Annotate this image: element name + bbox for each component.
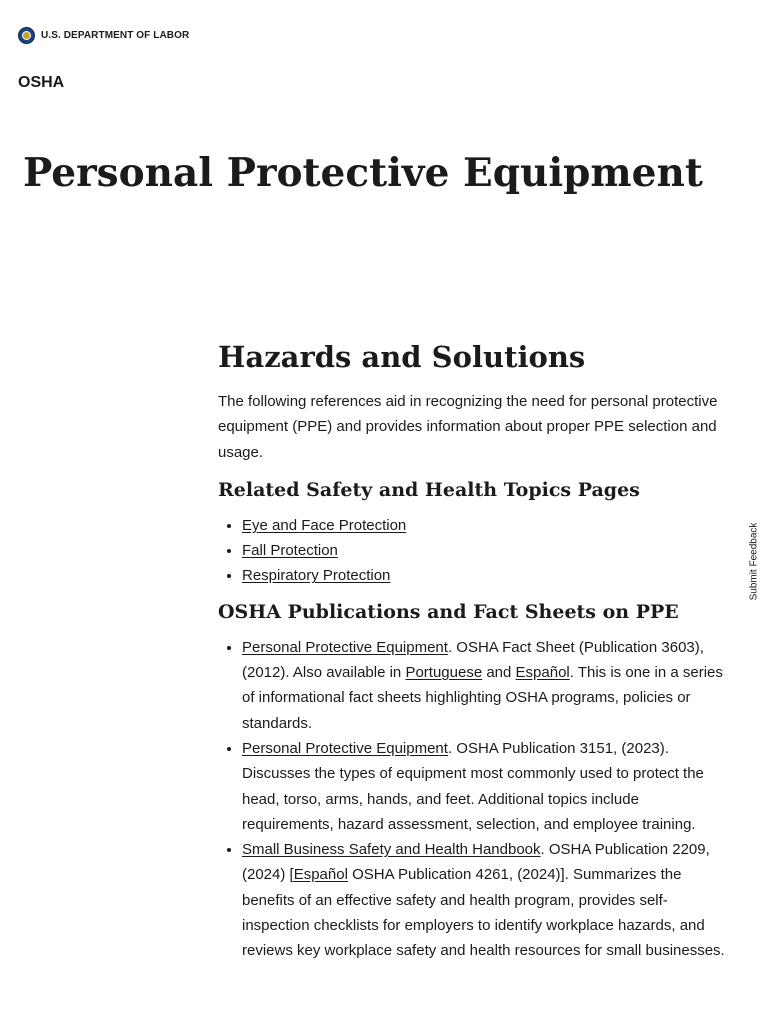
- list-item: [242, 635, 733, 736]
- publications-heading: OSHA Publications and Fact Sheets on PPE: [218, 600, 679, 623]
- ppe-fact-sheet-link[interactable]: Personal Protective Equipment: [242, 638, 448, 656]
- publication-text: . OSHA Publication 2209, (2024) [: [242, 841, 710, 884]
- dol-seal-icon[interactable]: [18, 27, 35, 44]
- publication-text: and: [482, 664, 516, 682]
- submit-feedback-label: Submit Feedback: [748, 522, 760, 600]
- eye-face-protection-link[interactable]: Eye and Face Protection: [242, 516, 407, 534]
- section-title: Hazards and Solutions: [218, 340, 586, 374]
- publication-text: . This is one in a series of informational fact sheets highlighting OSHA programs, policies or standards.: [242, 664, 723, 732]
- small-business-handbook-link[interactable]: Small Business Safety and Health Handbook: [242, 841, 541, 859]
- espanol-link[interactable]: Español: [515, 664, 570, 682]
- related-topics-list: [218, 513, 733, 589]
- respiratory-protection-link[interactable]: Respiratory Protection: [242, 567, 391, 585]
- list-item: [242, 736, 733, 837]
- list-item: [242, 538, 733, 563]
- intro-paragraph: The following references aid in recognizing the need for personal protective equipment (PPE) and provides information about proper PPE selection and usage.: [218, 393, 718, 461]
- publication-text: OSHA Publication 4261, (2024)]. Summarizes the benefits of an effective safety and health program, provides self-inspection checklists for employers to identify workplace hazards, and reviews key workplace safety and health resources for small businesses.: [242, 866, 725, 960]
- portuguese-link[interactable]: Portuguese: [405, 664, 483, 682]
- fall-protection-link[interactable]: Fall Protection: [242, 542, 338, 560]
- dol-home-link[interactable]: U.S. DEPARTMENT OF LABOR: [41, 29, 190, 41]
- list-item: [242, 563, 733, 588]
- espanol-handbook-link[interactable]: Español: [293, 866, 348, 884]
- list-item: [242, 513, 733, 538]
- publications-list: [218, 635, 733, 964]
- submit-feedback-button[interactable]: [745, 518, 763, 604]
- publication-text: . OSHA Publication 3151, (2023). Discusses the types of equipment most commonly used to protect the head, torso, arms, hands, and feet. Additional topics include requirements, hazard assessment, selection, and employee training.: [242, 739, 704, 833]
- list-item: [242, 837, 733, 963]
- seal-center: [22, 31, 31, 40]
- publication-text: . OSHA Fact Sheet (Publication 3603), (2012). Also available in: [242, 638, 704, 682]
- osha-home-link[interactable]: OSHA: [18, 74, 65, 91]
- ppe-publication-link[interactable]: Personal Protective Equipment: [242, 739, 448, 757]
- dol-header: [18, 26, 189, 44]
- main-content: [218, 336, 733, 972]
- page-title: Personal Protective Equipment: [23, 150, 703, 196]
- related-topics-heading: Related Safety and Health Topics Pages: [218, 478, 640, 501]
